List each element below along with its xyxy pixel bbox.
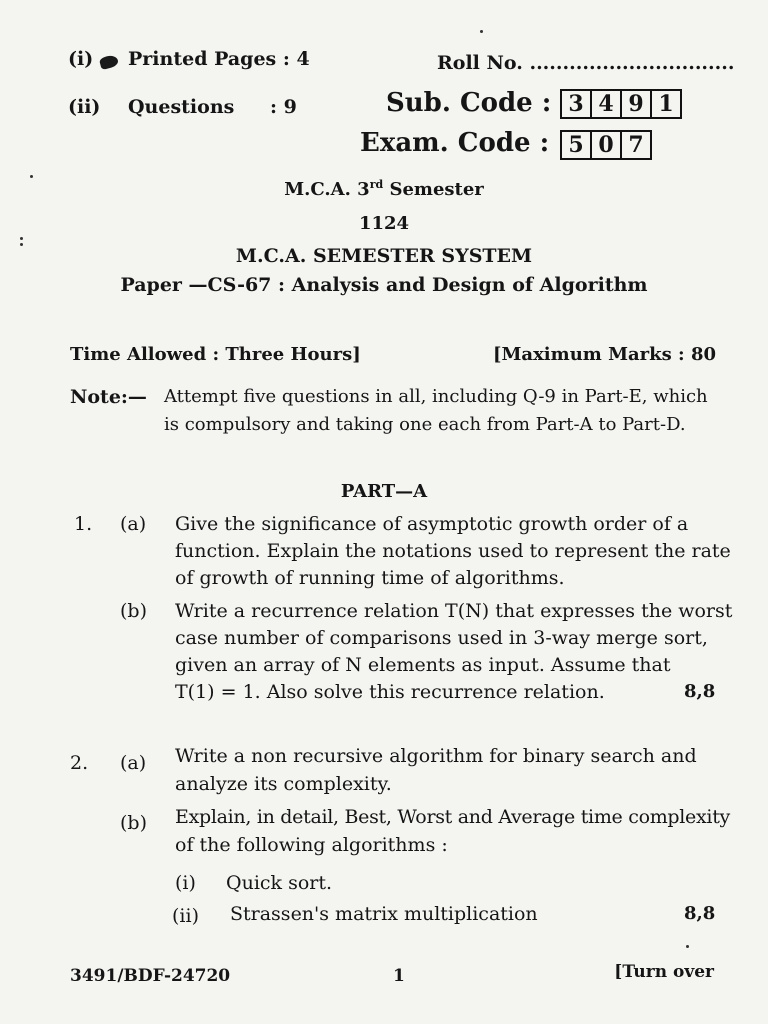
- question-2a-line: analyze its complexity.: [175, 773, 392, 795]
- roll-number-field: Roll No. ...............................: [437, 52, 735, 74]
- scan-speck: [20, 243, 23, 246]
- question-1a-line: of growth of running time of algorithms.: [175, 567, 565, 589]
- sub-code-digit: 4: [592, 91, 622, 117]
- question-2-number: 2.: [70, 752, 89, 774]
- exam-code-digit: 7: [628, 132, 644, 158]
- questions-label: Questions: [128, 96, 235, 118]
- exam-code-digit: 0: [592, 132, 622, 158]
- item-label-i: (i): [68, 48, 94, 70]
- note-line-2: is compulsory and taking one each from Part-A to Part-D.: [164, 414, 686, 435]
- semester-title: M.C.A. 3rd Semester: [284, 178, 484, 200]
- year-code: 1124: [358, 213, 410, 234]
- questions-value: : 9: [270, 96, 297, 118]
- question-1b-line: T(1) = 1. Also solve this recurrence relation.: [175, 681, 605, 703]
- maximum-marks: [Maximum Marks : 80: [492, 344, 716, 365]
- system-title: M.C.A. SEMESTER SYSTEM: [235, 245, 533, 267]
- sub-code-digit: 9: [622, 91, 652, 117]
- question-2a-label: (a): [120, 752, 147, 774]
- exam-code-digit: 5: [562, 132, 592, 158]
- question-2b-i-label: (i): [175, 872, 196, 894]
- question-1-marks: 8,8: [684, 681, 716, 702]
- scan-speck: [480, 30, 483, 33]
- scan-speck: [686, 945, 689, 948]
- sub-code-digit: 1: [658, 91, 674, 117]
- paper-code: 3491/BDF-24720: [70, 966, 231, 986]
- question-1b-line: case number of comparisons used in 3-way merge sort,: [175, 627, 708, 649]
- turn-over: [Turn over: [614, 962, 714, 982]
- question-2b-ii-label: (ii): [172, 905, 199, 927]
- page-number: 1: [393, 966, 405, 986]
- ink-blot: [99, 54, 119, 70]
- question-1a-label: (a): [120, 513, 147, 535]
- time-allowed: Time Allowed : Three Hours]: [70, 344, 361, 365]
- question-2b-ii-text: Strassen's matrix multiplication: [230, 903, 538, 925]
- question-2a-line: Write a non recursive algorithm for binary search and: [175, 745, 697, 767]
- exam-code-boxes: [560, 130, 652, 160]
- sub-code-digit: 3: [562, 91, 592, 117]
- part-a-heading: PART—A: [340, 481, 428, 502]
- paper-title: Paper —CS-67 : Analysis and Design of Algorithm: [120, 274, 648, 296]
- question-1b-line: given an array of N elements as input. Assume that: [175, 654, 671, 676]
- scan-speck: [20, 237, 23, 240]
- question-1a-line: Give the significance of asymptotic growth order of a: [175, 513, 689, 535]
- question-1a-line: function. Explain the notations used to represent the rate: [175, 540, 731, 562]
- question-1-number: 1.: [74, 513, 93, 535]
- question-2b-line: Explain, in detail, Best, Worst and Average time complexity: [175, 806, 730, 828]
- printed-pages: Printed Pages : 4: [128, 48, 310, 70]
- question-1b-line: Write a recurrence relation T(N) that expresses the worst: [175, 600, 733, 622]
- note-line-1: Attempt five questions in all, including Q-9 in Part-E, which: [164, 386, 708, 407]
- question-2-marks: 8,8: [684, 903, 716, 924]
- sub-code-boxes: [560, 89, 682, 119]
- question-2b-label: (b): [120, 812, 147, 834]
- note-label: Note:—: [70, 386, 147, 408]
- exam-code-label: Exam. Code :: [360, 128, 550, 158]
- question-2b-i-text: Quick sort.: [226, 872, 333, 894]
- question-1b-label: (b): [120, 600, 147, 622]
- question-2b-line: of the following algorithms :: [175, 834, 448, 856]
- item-label-ii: (ii): [68, 96, 101, 118]
- sub-code-label: Sub. Code :: [386, 88, 552, 118]
- scan-speck: [30, 175, 33, 178]
